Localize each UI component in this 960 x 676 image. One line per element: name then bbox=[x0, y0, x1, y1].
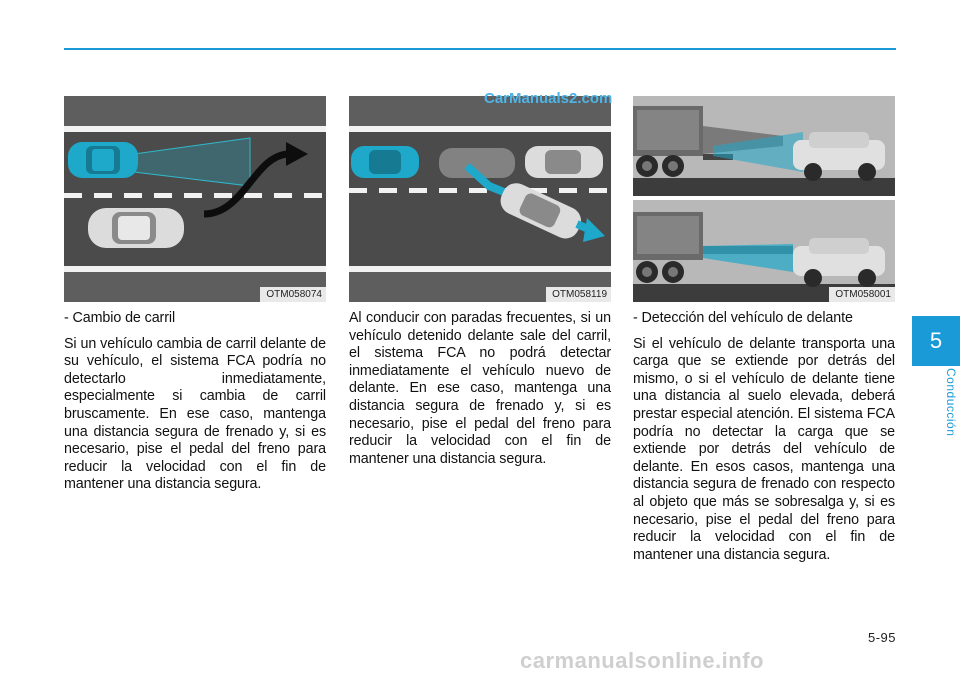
figure-code: OTM058001 bbox=[829, 287, 895, 302]
figure-truck-cargo bbox=[633, 96, 895, 302]
watermark-bottom: carmanualsonline.info bbox=[520, 648, 764, 673]
figure-lane-change bbox=[64, 96, 326, 302]
chapter-title: Conducción bbox=[944, 368, 958, 437]
subheading-lane-change: - Cambio de carril bbox=[64, 310, 176, 326]
paragraph: Si un vehículo cambia de carril delante de su vehículo, el sistema FCA podría no detectarlo inmediatamente, especialmente si cambia de carril bruscamente. En ese caso, mantenga una distancia segura de frenado y, si es necesario, pise el pedal del freno para reducir la velocidad con el fin de mantener una distancia segura. bbox=[64, 335, 326, 493]
paragraph: Al conducir con paradas frecuentes, si un vehículo detenido delante sale del carril, el sistema FCA no podrá detectar inmediatamente el vehículo nuevo de delante. En ese caso, mantenga una distancia segura de frenado y, si es necesario, pise el pedal del freno para reducir la velocidad con el fin de mantener una distancia segura. bbox=[349, 310, 611, 467]
own-car-icon bbox=[351, 146, 419, 178]
own-car-icon bbox=[68, 142, 138, 178]
stopped-vehicle-illustration bbox=[349, 96, 611, 302]
top-rule bbox=[64, 48, 896, 50]
subheading-front-vehicle-detection: - Detección del vehículo de delante bbox=[633, 310, 853, 326]
other-car-icon bbox=[88, 208, 184, 248]
watermark-top: CarManuals2.com bbox=[484, 90, 613, 107]
chapter-number-tab: 5 bbox=[912, 316, 960, 366]
figure-code: OTM058119 bbox=[546, 287, 611, 302]
figure-stopped-vehicle bbox=[349, 96, 611, 302]
truck-cargo-detection-illustration bbox=[633, 96, 895, 302]
paragraph: Si el vehículo de delante transporta una carga que se extiende por detrás del mismo, o si el vehículo de delante tiene una distancia al suelo elevada, deberá prestar especial atención. El sistema FCA podría no detectar la carga que se extiende por detrás del vehículo de delante. En esos casos, mantenga una distancia segura de frenado con respecto al objeto que más se sobresalga y, si es necesario, pise el pedal del freno para reducir la velocidad con el fin de mantener una distancia segura. bbox=[633, 335, 895, 563]
column-1-text bbox=[64, 310, 326, 502]
lane-change-illustration bbox=[64, 96, 326, 302]
figure-code: OTM058074 bbox=[260, 287, 326, 302]
page-number: 5-95 bbox=[867, 630, 896, 645]
column-3-text bbox=[633, 310, 895, 572]
column-2-text bbox=[349, 310, 611, 476]
